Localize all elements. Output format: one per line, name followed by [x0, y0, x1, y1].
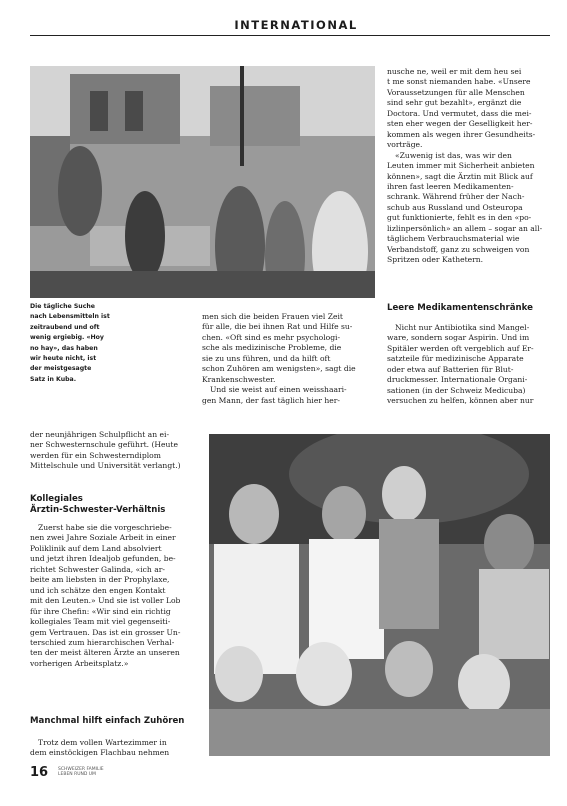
subheading-empty-cabinets: Leere Medikamentenschränke [387, 303, 533, 313]
text-line: nusche ne, weil er mit dem heu sei [387, 67, 522, 76]
text-line: Poliklinik auf dem Land absolviert [30, 543, 162, 553]
subheading-line: Ärztin-Schwester-Verhältnis [30, 505, 166, 515]
text-line: Voraussetzungen für alle Menschen [387, 87, 525, 97]
text-line: täglichem Verbrauchsmaterial wie [387, 234, 520, 244]
text-line: Leuten immer mit Sicherheit anbieten [387, 161, 535, 171]
photo-caption [30, 302, 125, 385]
text-line: druckmesser. Internationale Organi- [387, 375, 528, 385]
article-column-right [387, 67, 550, 266]
caption-line: nach Lebensmitteln ist [30, 313, 110, 321]
article-column-middle [202, 312, 374, 406]
article-column-left-mid [30, 523, 202, 669]
text-line: nen zwei Jahre Soziale Arbeit in einer [30, 533, 176, 543]
caption-line: no hay», das haben [30, 344, 98, 352]
text-line: Doctora. Und vermutet, dass die mei- [387, 108, 532, 118]
text-line: und jetzt ihren Idealjob gefunden, be- [30, 554, 176, 564]
footer-line: LEBEN RUND UM [58, 772, 96, 778]
text-line: ihren fast leeren Medikamenten- [387, 181, 514, 191]
text-line: Mittelschule und Universität verlangt.) [30, 461, 181, 471]
text-line: und ich schätze den engen Kontakt [30, 585, 166, 595]
text-line: schrank. Während früher der Nach- [387, 192, 525, 202]
article-column-left [30, 430, 202, 472]
page-number: 16 [30, 765, 49, 780]
header-rule [30, 35, 550, 36]
text-line: werden für ein Schwesterndiplom [30, 450, 161, 460]
text-line: vorherigen Arbeitsplatz.» [30, 658, 129, 668]
text-line: Spritzen oder Kathetern. [387, 255, 484, 265]
caption-line: wir heute nicht, ist [30, 355, 97, 363]
text-line: Zuerst habe sie die vorgeschriebe- [38, 523, 172, 532]
text-line: lizlinpersönlich» an allem – sogar an all- [387, 223, 543, 233]
text-line: schon Zuhören am wenigsten», sagt die [202, 364, 356, 374]
text-line: können», sagt die Ärztin mit Blick auf [387, 171, 533, 181]
text-line: Spitäler werden oft vergeblich auf Er- [387, 343, 534, 353]
text-line: Nicht nur Antibiotika sind Mangel- [395, 323, 530, 332]
caption-line: zeitraubend und oft [30, 323, 100, 331]
text-line: men sich die beiden Frauen viel Zeit [202, 312, 343, 321]
subheading-collegial [30, 494, 202, 516]
text-line: terschied zum hierarchischen Verhal- [30, 637, 175, 647]
section-header: INTERNATIONAL [234, 18, 358, 32]
article-column-left-bottom [30, 738, 202, 759]
caption-line: der meistgesagte [30, 365, 92, 373]
text-line: kollegiales Team mit viel gegenseiti- [30, 617, 171, 627]
text-line: für alle, die bei ihnen Rat und Hilfe su- [202, 322, 353, 332]
text-line: chen. «Oft sind es mehr psychologi- [202, 332, 341, 342]
text-line: t me sonst niemanden habe. «Unsere [387, 77, 531, 87]
text-line: ware, sondern sogar Aspirin. Und im [387, 333, 530, 343]
page-footer [58, 767, 104, 778]
text-line: Und sie weist auf einen weisshaari- [210, 385, 347, 395]
article-column-right-lower [387, 323, 550, 407]
text-line: gen Mann, der fast täglich hier her- [202, 395, 340, 405]
text-line: sind sehr gut bezahlt», ergänzt die [387, 98, 522, 108]
text-line: gem Vertrauen. Das ist ein grosser Un- [30, 627, 181, 637]
text-line: versuchen zu helfen, können aber nur [387, 396, 534, 406]
text-line: oder etwa auf Batterien für Blut- [387, 364, 514, 374]
caption-line: wenig ergiebig. «Hoy [30, 334, 104, 342]
caption-line: Die tägliche Suche [30, 303, 95, 310]
text-line: dem einstöckigen Flachbau nehmen [30, 748, 170, 758]
text-line: schub aus Russland und Osteuropa [387, 202, 523, 212]
text-line: Verbandstoff, ganz zu schweigen von [387, 244, 530, 254]
text-line: gut funktionierte, fehlt es in den «po- [387, 213, 532, 223]
text-line: Krankenschwester. [202, 374, 276, 384]
text-line: ten der meist älteren Ärzte an unseren [30, 648, 180, 658]
market-photo [30, 66, 375, 298]
subheading-line: Kollegiales [30, 494, 83, 504]
text-line: vorträge. [387, 140, 423, 150]
text-line: Trotz dem vollen Wartezimmer in [38, 738, 167, 747]
text-line: sationen (in der Schweiz Medicuba) [387, 385, 526, 395]
text-line: sten eher wegen der Geselligkeit her- [387, 119, 533, 129]
caption-line: Satz in Kuba. [30, 375, 77, 383]
text-line: für ihre Chefin: «Wir sind ein richtig [30, 606, 171, 616]
text-line: mit den Leuten.» Und sie ist voller Lob [30, 596, 181, 606]
text-line: «Zuwenig ist das, was wir den [395, 150, 512, 160]
text-line: sie zu uns führen, und da hilft oft [202, 353, 331, 363]
text-line: satzteile für medizinische Apparate [387, 354, 524, 364]
text-line: ner Schwesternschule geführt. (Heute [30, 440, 178, 450]
text-line: richtet Schwester Galinda, «ich ar- [30, 564, 165, 574]
text-line: sche als medizinische Probleme, die [202, 343, 342, 353]
text-line: beite am liebsten in der Prophylaxe, [30, 575, 170, 585]
footer-line: SCHWEIZER FAMILIE [58, 767, 104, 772]
text-line: der neunjährigen Schulpflicht an ei- [30, 430, 170, 439]
subheading-listening: Manchmal hilft einfach Zuhören [30, 716, 185, 726]
group-photo [209, 434, 550, 756]
text-line: kommen als wegen ihrer Gesundheits- [387, 129, 536, 139]
